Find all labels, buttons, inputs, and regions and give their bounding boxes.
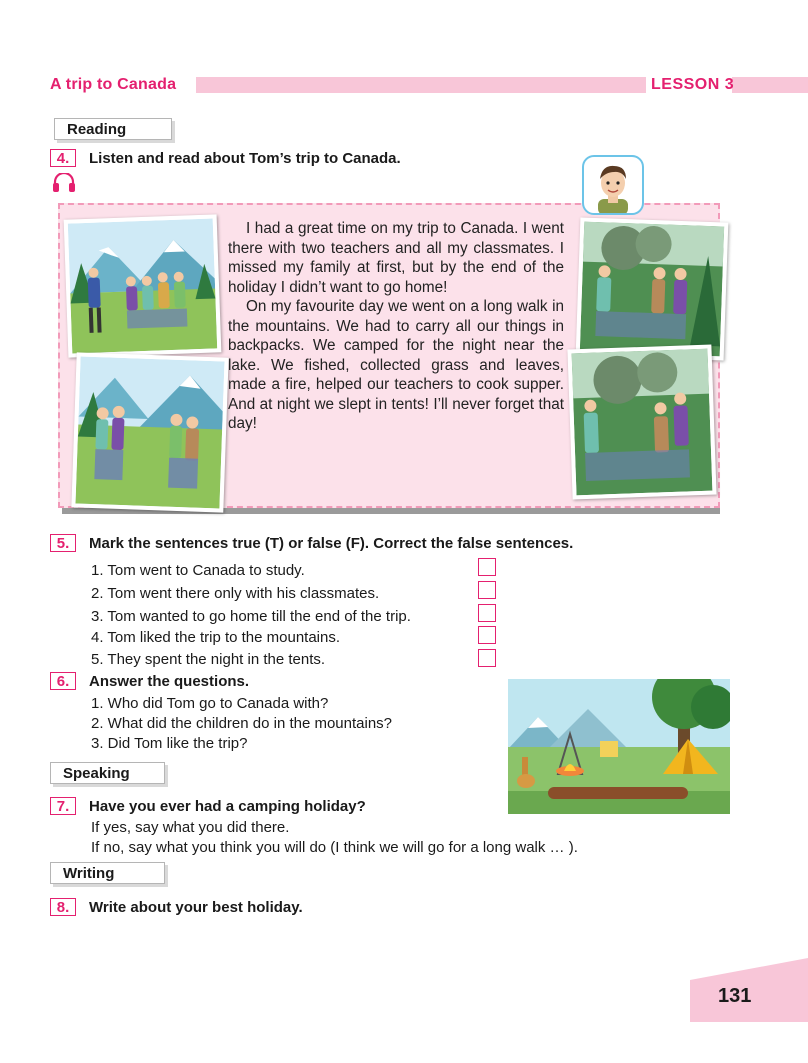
headphones-icon[interactable] bbox=[52, 173, 76, 193]
exercise-6-number: 6. bbox=[50, 672, 76, 690]
tf-checkbox-3[interactable] bbox=[478, 604, 496, 622]
exercise-7-line-1: If yes, say what you did there. bbox=[91, 819, 290, 836]
exercise-5-number: 5. bbox=[50, 534, 76, 552]
story-paragraph-2: On my favourite day we went on a long walk in the mountains. We had to carry all our things in backpacks. We camped for the night near the lake. We fished, collected grass and leaves, made a fire, helped our teachers to cook supper. And at night we slept in tents! I’ll never forget that day! bbox=[228, 298, 564, 432]
tf-statement-3: 3. Tom wanted to go home till the end of the trip. bbox=[91, 608, 411, 625]
question-2: 2. What did the children do in the mountains? bbox=[91, 715, 393, 732]
exercise-7-line-2: If no, say what you think you will do (I think we will go for a long walk … ). bbox=[91, 839, 578, 856]
header-bar-left bbox=[196, 77, 646, 93]
header-bar-right bbox=[732, 77, 808, 93]
exercise-8-instruction: Write about your best holiday. bbox=[89, 899, 303, 916]
tf-checkbox-4[interactable] bbox=[478, 626, 496, 644]
picture-forest-leaves bbox=[576, 217, 729, 360]
unit-title: A trip to Canada bbox=[50, 76, 177, 93]
exercise-4-instruction: Listen and read about Tom’s trip to Canada. bbox=[89, 150, 401, 167]
question-3: 3. Did Tom like the trip? bbox=[91, 735, 248, 752]
section-writing: Writing bbox=[50, 862, 165, 884]
tf-checkbox-5[interactable] bbox=[478, 649, 496, 667]
picture-group-mountains bbox=[64, 214, 222, 357]
tom-avatar bbox=[582, 155, 644, 215]
story-paragraph-1: I had a great time on my trip to Canada. I went there with two teachers and all my classmates. I missed my family at first, but by the end of the holiday I didn’t want to go home! bbox=[228, 220, 564, 296]
exercise-4-number: 4. bbox=[50, 149, 76, 167]
exercise-7-number: 7. bbox=[50, 797, 76, 815]
exercise-5-instruction: Mark the sentences true (T) or false (F). Correct the false sentences. bbox=[89, 535, 574, 552]
page-number: 131 bbox=[718, 985, 752, 1007]
tf-statement-4: 4. Tom liked the trip to the mountains. bbox=[91, 629, 341, 646]
lesson-label: LESSON 3 bbox=[651, 76, 735, 93]
tf-statement-5: 5. They spent the night in the tents. bbox=[91, 651, 326, 668]
tf-checkbox-2[interactable] bbox=[478, 581, 496, 599]
tf-statement-1: 1. Tom went to Canada to study. bbox=[91, 562, 305, 579]
exercise-8-number: 8. bbox=[50, 898, 76, 916]
tf-checkbox-1[interactable] bbox=[478, 558, 496, 576]
camping-picture bbox=[508, 679, 730, 814]
picture-forest-collecting bbox=[567, 345, 716, 500]
picture-kids-talking bbox=[71, 352, 228, 512]
section-speaking: Speaking bbox=[50, 762, 165, 784]
story-text bbox=[228, 219, 564, 434]
exercise-6-instruction: Answer the questions. bbox=[89, 673, 250, 690]
tf-statement-2: 2. Tom went there only with his classmates. bbox=[91, 585, 380, 602]
exercise-7-instruction: Have you ever had a camping holiday? bbox=[89, 798, 366, 815]
question-1: 1. Who did Tom go to Canada with? bbox=[91, 695, 329, 712]
section-reading: Reading bbox=[54, 118, 172, 140]
